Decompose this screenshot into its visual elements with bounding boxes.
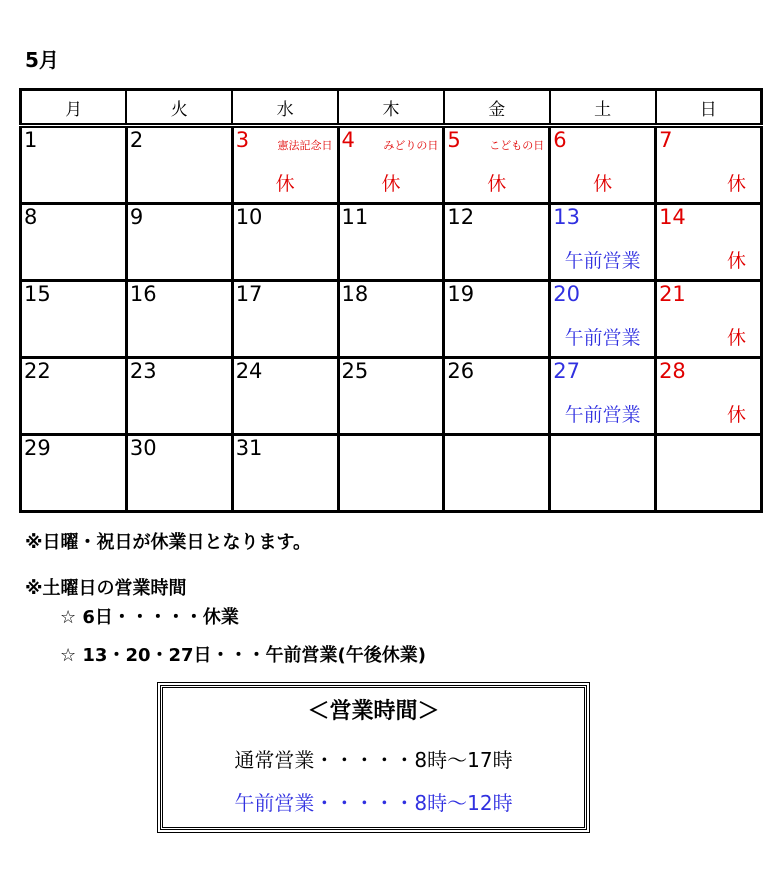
day-number: 27 xyxy=(553,359,580,383)
month-title: 5月 xyxy=(25,48,59,72)
day-number: 20 xyxy=(553,282,580,306)
morning-only-label: 午前営業 xyxy=(564,250,641,272)
weekday-sun: 日 xyxy=(656,90,762,126)
holiday-name: こどもの日 xyxy=(489,139,545,152)
day-cell xyxy=(232,281,338,358)
day-number: 16 xyxy=(129,282,157,306)
day-cell xyxy=(21,435,127,512)
day-cell xyxy=(656,435,762,512)
note-morning-only-days: ☆ 13・20・27日・・・午前営業(午後休業) xyxy=(60,645,427,666)
week-row xyxy=(21,358,762,435)
note-saturday-hours: ※土曜日の営業時間 xyxy=(25,578,187,599)
day-cell xyxy=(232,358,338,435)
week-row xyxy=(21,281,762,358)
day-cell xyxy=(126,204,232,281)
day-number: 19 xyxy=(447,282,475,306)
day-cell xyxy=(550,281,656,358)
day-number: 25 xyxy=(341,359,369,383)
day-cell xyxy=(21,281,127,358)
day-number: 31 xyxy=(235,436,263,460)
day-cell xyxy=(21,126,127,204)
day-number: 3 xyxy=(235,128,250,152)
day-cell xyxy=(126,358,232,435)
day-cell xyxy=(126,281,232,358)
day-number: 22 xyxy=(24,359,51,383)
day-number: 2 xyxy=(129,128,144,152)
morning-hours-line: 午前営業・・・・・8時～12時 xyxy=(234,791,513,815)
closed-label: 休 xyxy=(487,173,507,195)
day-cell xyxy=(232,126,338,204)
morning-only-label: 午前営業 xyxy=(564,404,641,426)
day-number: 18 xyxy=(341,282,369,306)
closed-label: 休 xyxy=(726,173,746,195)
day-number: 28 xyxy=(659,359,686,383)
calendar-body xyxy=(21,126,762,512)
business-hours-title: ＜営業時間＞ xyxy=(307,699,440,724)
day-cell xyxy=(656,358,762,435)
day-number: 24 xyxy=(235,359,263,383)
day-cell xyxy=(232,204,338,281)
morning-only-label: 午前営業 xyxy=(564,327,641,349)
weekday-tue: 火 xyxy=(126,90,232,126)
day-cell xyxy=(550,126,656,204)
week-row xyxy=(21,204,762,281)
weekday-header-row xyxy=(21,90,762,126)
day-cell xyxy=(444,281,550,358)
weekday-sat: 土 xyxy=(550,90,656,126)
closed-label: 休 xyxy=(726,327,746,349)
day-cell xyxy=(444,126,550,204)
holiday-name: 憲法記念日 xyxy=(277,139,333,152)
note-day6-closed: ☆ 6日・・・・・休業 xyxy=(60,607,239,628)
normal-hours-line: 通常営業・・・・・8時～17時 xyxy=(234,748,513,772)
day-number: 5 xyxy=(447,128,461,152)
closed-label: 休 xyxy=(275,173,295,195)
week-row xyxy=(21,126,762,204)
day-cell xyxy=(21,204,127,281)
day-number: 13 xyxy=(553,205,580,229)
day-number: 23 xyxy=(129,359,157,383)
weekday-mon: 月 xyxy=(21,90,127,126)
day-cell xyxy=(126,126,232,204)
day-cell xyxy=(338,435,444,512)
day-number: 9 xyxy=(129,205,144,229)
day-cell xyxy=(338,281,444,358)
weekday-fri: 金 xyxy=(444,90,550,126)
day-cell xyxy=(444,435,550,512)
note-holidays: ※日曜・祝日が休業日となります。 xyxy=(25,532,312,553)
day-number: 1 xyxy=(24,128,38,152)
closed-label: 休 xyxy=(593,173,613,195)
day-number: 4 xyxy=(341,128,355,152)
day-number: 12 xyxy=(447,205,475,229)
holiday-name: みどりの日 xyxy=(383,139,439,152)
day-cell xyxy=(21,358,127,435)
business-hours-box xyxy=(160,685,587,830)
closed-label: 休 xyxy=(381,173,401,195)
closed-label: 休 xyxy=(726,250,746,272)
day-cell xyxy=(656,204,762,281)
day-cell xyxy=(338,358,444,435)
day-cell xyxy=(444,204,550,281)
day-cell xyxy=(550,358,656,435)
day-cell xyxy=(338,126,444,204)
calendar-table xyxy=(19,88,763,513)
day-cell xyxy=(338,204,444,281)
day-cell xyxy=(126,435,232,512)
day-cell xyxy=(550,204,656,281)
day-number: 29 xyxy=(24,436,51,460)
day-cell xyxy=(232,435,338,512)
day-number: 7 xyxy=(659,128,673,152)
day-number: 8 xyxy=(24,205,38,229)
day-number: 21 xyxy=(659,282,686,306)
day-number: 10 xyxy=(235,205,263,229)
day-number: 17 xyxy=(235,282,263,306)
closed-label: 休 xyxy=(726,404,746,426)
day-number: 6 xyxy=(553,128,567,152)
weekday-wed: 水 xyxy=(232,90,338,126)
day-number: 11 xyxy=(341,205,369,229)
week-row xyxy=(21,435,762,512)
weekday-thu: 木 xyxy=(338,90,444,126)
day-number: 30 xyxy=(129,436,157,460)
day-cell xyxy=(444,358,550,435)
day-cell xyxy=(550,435,656,512)
day-number: 15 xyxy=(24,282,51,306)
day-number: 26 xyxy=(447,359,475,383)
day-number: 14 xyxy=(659,205,686,229)
day-cell xyxy=(656,126,762,204)
day-cell xyxy=(656,281,762,358)
